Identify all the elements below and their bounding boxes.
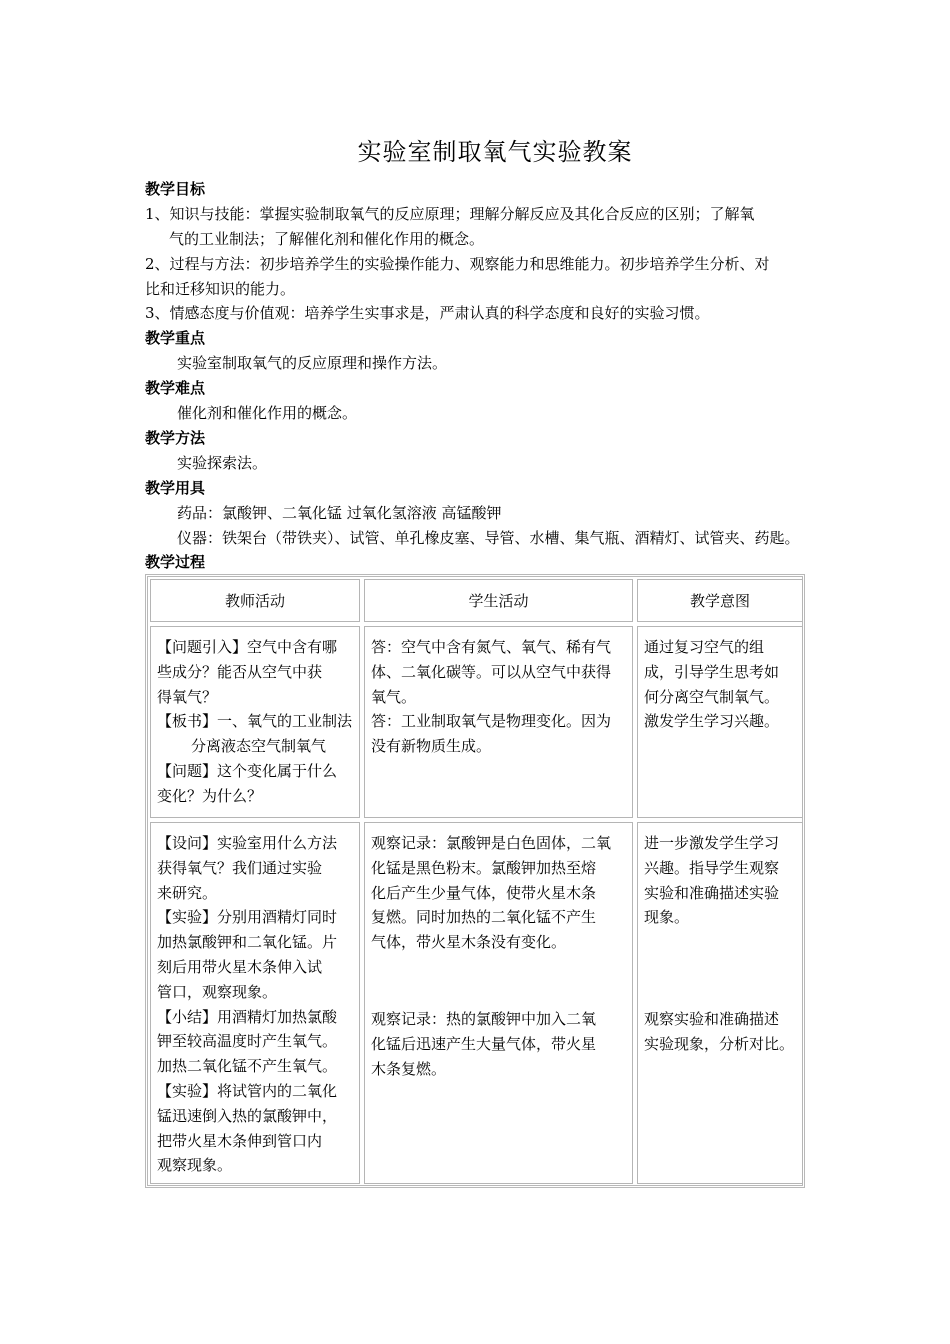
row2-teacher-line: 钾至较高温度时产生氧气。 [157,1032,338,1051]
row2-teacher-line: 【设问】实验室用什么方法 [157,834,338,852]
row1-student-line: 没有新物质生成。 [371,737,492,756]
row1-intent-line: 通过复习空气的组 [644,638,765,656]
row2-student-line: 观察记录：热的氯酸钾中加入二氧 [371,1009,597,1028]
row2-intent-line: 实验和准确描述实验 [644,883,780,902]
header-intent: 教学意图 [637,579,803,622]
goal-line-2-cont: 比和迁移知识的能力。 [145,280,296,298]
row2-teacher-line: 把带火星木条伸到管口内 [157,1131,323,1150]
row2-teacher-line: 来研究。 [157,883,218,902]
goal-line-3: 3、情感态度与价值观：培养学生实事求是，严肃认真的科学态度和良好的实验习惯。 [145,304,710,322]
method-heading: 教学方法 [145,429,206,447]
difficulty-text: 催化剂和催化作用的概念。 [177,404,358,422]
row2-student-line: 化后产生少量气体，使带火星木条 [371,883,597,902]
row2-teacher-line: 刻后用带火星木条伸入试 [157,957,323,976]
goals-heading: 教学目标 [145,180,206,198]
row2-student-line: 木条复燃。 [371,1059,447,1078]
row2-student-line: 观察记录：氯酸钾是白色固体，二氧 [371,834,612,852]
row2-student-line: 化锰是黑色粉末。氯酸钾加热至熔 [371,858,597,877]
row2-student-line: 气体，带火星木条没有变化。 [371,933,567,952]
row1-student-line: 答：空气中含有氮气、氧气、稀有气 [371,638,612,656]
document-title: 实验室制取氧气实验教案 [357,138,633,166]
row2-student-cell [364,822,633,1184]
goal-line-1-cont: 气的工业制法；了解催化剂和催化作用的概念。 [169,230,485,248]
row2-teacher-line: 管口，观察现象。 [157,982,278,1001]
row1-teacher-line: 得氧气？ [157,687,218,706]
row2-intent-line: 进一步激发学生学习 [644,834,780,852]
row1-teacher-line: 分离液态空气制氧气 [191,737,327,756]
row1-student-cell [364,626,633,818]
row2-student-line: 复燃。同时加热的二氧化锰不产生 [371,908,597,927]
header-teacher: 教师活动 [150,579,360,622]
tools-instruments: 仪器：铁架台（带铁夹）、试管、单孔橡皮塞、导管、水槽、集气瓶、酒精灯、试管夹、药匙。 [177,529,800,547]
row2-intent-line: 观察实验和准确描述 [644,1010,780,1029]
row2-teacher-line: 锰迅速倒入热的氯酸钾中， [157,1106,338,1125]
difficulty-heading: 教学难点 [145,379,206,397]
row1-intent-cell [637,626,803,818]
method-text: 实验探索法。 [177,454,268,472]
row1-teacher-line: 变化？为什么？ [157,786,263,805]
row2-teacher-line: 【实验】将试管内的二氧化 [157,1081,338,1100]
process-heading: 教学过程 [145,553,206,571]
row2-teacher-line: 获得氧气？我们通过实验 [157,858,323,877]
row1-student-line: 氧气。 [371,687,417,706]
row1-teacher-line: 【问题引入】空气中含有哪 [157,638,338,656]
row1-intent-line: 何分离空气制氧气。 [644,687,780,706]
row1-student-line: 答：工业制取氧气是物理变化。因为 [371,712,612,731]
row2-student-line: 化锰后迅速产生大量气体，带火星 [371,1034,597,1053]
process-table [145,574,805,1188]
goal-line-1: 1、知识与技能：掌握实验制取氧气的反应原理；理解分解反应及其化合反应的区别；了解氧 [145,205,755,223]
row2-teacher-line: 【实验】分别用酒精灯同时 [157,908,338,927]
focus-text: 实验室制取氧气的反应原理和操作方法。 [177,354,448,372]
tools-drugs: 药品：氯酸钾、二氧化锰 过氧化氢溶液 高锰酸钾 [177,504,502,522]
row1-teacher-cell [150,626,360,818]
row2-teacher-line: 加热氯酸钾和二氧化锰。片 [157,933,338,952]
focus-heading: 教学重点 [145,329,206,347]
row1-intent-line: 激发学生学习兴趣。 [644,712,780,731]
row1-teacher-line: 【板书】一、氧气的工业制法 [157,712,353,731]
row2-teacher-line: 加热二氧化锰不产生氧气。 [157,1057,338,1076]
row1-teacher-line: 【问题】这个变化属于什么 [157,761,338,780]
row2-teacher-line: 观察现象。 [157,1156,233,1175]
row2-intent-line: 现象。 [644,908,690,927]
row2-teacher-cell [150,822,360,1184]
row1-teacher-line: 些成分？能否从空气中获 [157,662,323,681]
row2-teacher-line: 【小结】用酒精灯加热氯酸 [157,1007,338,1026]
goal-line-2: 2、过程与方法：初步培养学生的实验操作能力、观察能力和思维能力。初步培养学生分析、对 [145,255,770,273]
row2-intent-line: 兴趣。指导学生观察 [644,858,780,877]
row1-intent-line: 成，引导学生思考如 [644,662,780,681]
header-student: 学生活动 [364,579,633,622]
row2-intent-line: 实验现象，分析对比。 [644,1034,795,1053]
row2-intent-cell [637,822,803,1184]
tools-heading: 教学用具 [145,479,206,497]
row1-student-line: 体、二氧化碳等。可以从空气中获得 [371,662,612,681]
